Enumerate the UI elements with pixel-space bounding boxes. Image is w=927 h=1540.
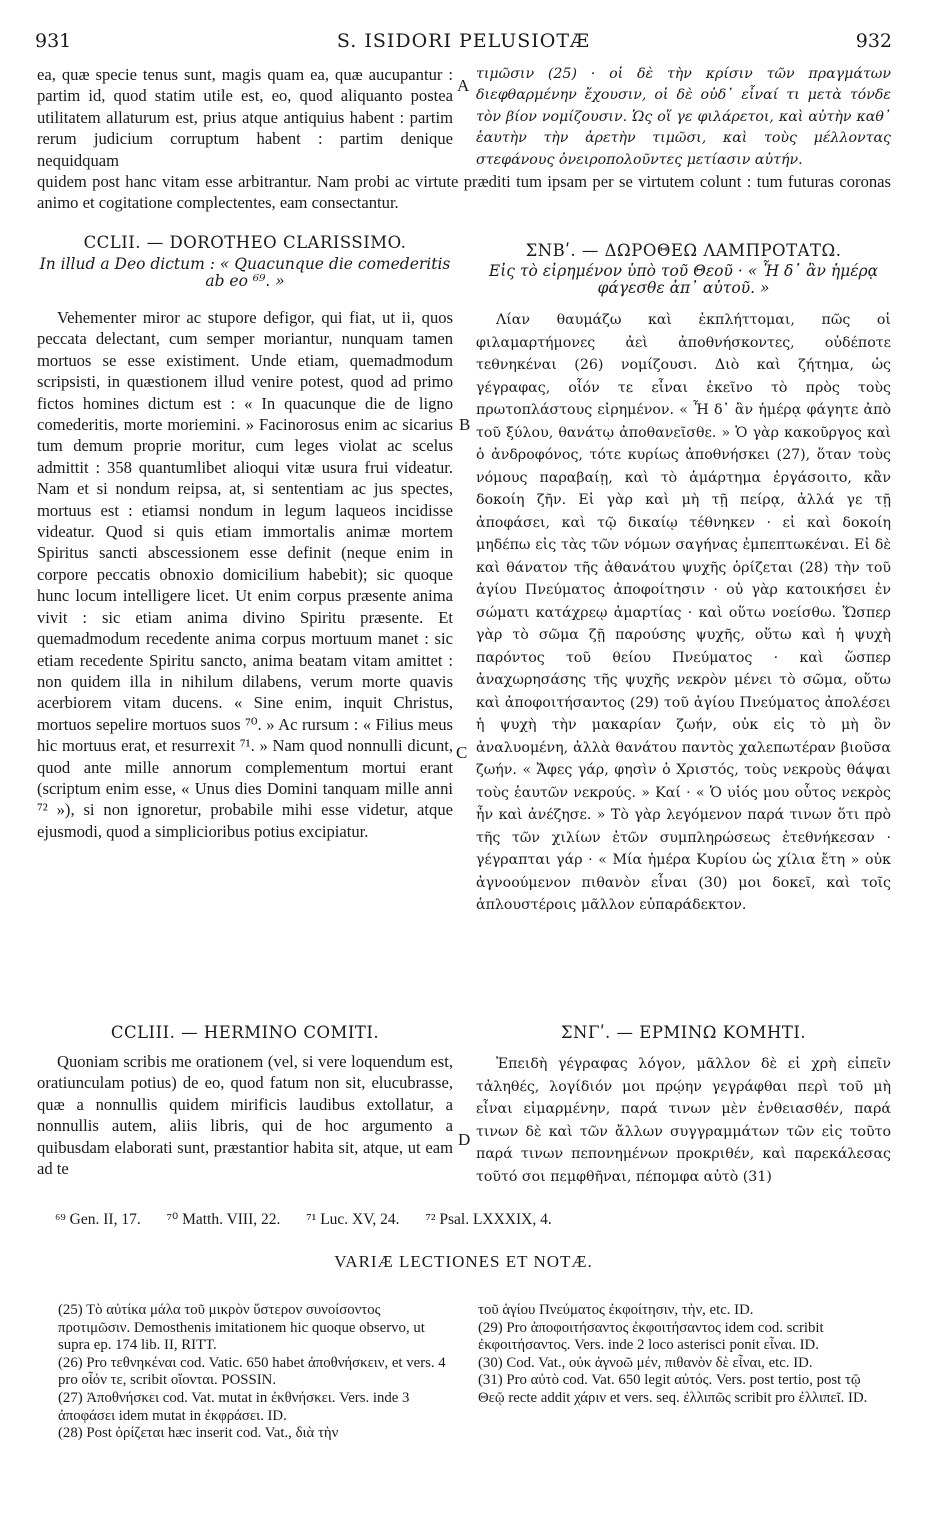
margin-marker-d: D [458, 1130, 471, 1149]
margin-marker-b: B [459, 415, 471, 434]
page-number-right: 932 [855, 30, 892, 52]
reference-70: ⁷⁰ Matth. VIII, 22. [166, 1211, 281, 1228]
notes-title: VARIÆ LECTIONES ET NOTÆ. [334, 1252, 593, 1271]
top-latin-text: ea, quæ specie tenus sunt, magis quam ea, quæ aucupantur : partim id, quod statim utile est, eo, quod aliquanto postea utilitatem allaturum est, prius atque antiquius habent : partim rerum judicium corruptum habent : partim denique nequidquam [37, 65, 453, 170]
epistle-253-greek-body: Ἐπειδὴ γέγραφας λόγον, μᾶλλον δὲ εἰ χρὴ εἰπεῖν τἀληθές, λογίδιόν μοι πρῴην γεγράφθαι περὶ τοῦ μὴ εἶναι εἱμαρμένην, παρά τινων μὲν ἐνθειασθέν, παρά τινων δὲ καὶ τῶν ἄλλων συγγραμμάτων τῶν εἰς τοῦτο παρά τινων πεπονημένων προκριθέν, καὶ παρεκάλεσας τοῦτό σοι πεμφθῆναι, πέπομφα αὐτὸ (31) [476, 1056, 891, 1185]
note-27: (27) Ἀποθνήσκει cod. Vat. mutat in ἐκθνήσκει. Vers. inde 3 ἀποφάσει idem mutat in ἐκφράσει. ID. [58, 1389, 410, 1424]
margin-marker-c: C [456, 743, 468, 762]
top-greek-text: τιμῶσιν (25) · οἱ δὲ τὴν κρίσιν τῶν πραγμάτων διεφθαρμένην ἔχουσιν, οἱ δὲ οὐδ᾽ εἶναί τι μετὰ τόνδε τὸν βίον νομίζουσιν. Ὡς οἵ γε φιλάρετοι, καὶ αὐτὴν καθ᾽ ἑαυτὴν τὴν ἀρετὴν τιμῶσι, καὶ τοὺς μέλλοντας στεφάνους ὀνειροπολοῦντες μετίασιν αὐτήν. [476, 66, 891, 168]
epistle-252-latin-subtitle: In illud a Deo dictum : « Quacunque die comederitis ab eo ⁶⁹. » [39, 255, 451, 290]
reference-69: ⁶⁹ Gen. II, 17. [55, 1211, 141, 1228]
margin-marker-a: A [457, 76, 470, 95]
epistle-252-latin-heading: CCLII. — DOROTHEO CLARISSIMO. [83, 233, 407, 252]
note-26: (26) Pro τεθνηκέναι cod. Vatic. 650 habet ἀποθνήσκειν, et vers. 4 pro οἷόν τε, scribit οἴονται. POSSIN. [58, 1354, 446, 1389]
note-30: (30) Cod. Vat., οὐκ ἀγνοῶ μέν, πιθανὸν δὲ εἶναι, etc. ID. [478, 1354, 813, 1371]
running-title: S. ISIDORI PELUSIOTÆ [336, 30, 591, 52]
epistle-252-greek-subtitle: Εἰς τὸ εἰρημένον ὑπὸ τοῦ Θεοῦ · « Ἧ δ᾽ ἂν ἡμέρᾳ φάγεσθε ἀπ᾽ αὐτοῦ. » [488, 262, 879, 297]
note-28: (28) Post ὁρίζεται hæc inserit cod. Vat., διὰ τὴν [58, 1425, 339, 1442]
notes-left-column [58, 1302, 450, 1443]
epistle-252-latin-body: Vehementer miror ac stupore defigor, qui fiat, ut ii, quos peccata delectant, cum semper moriantur, nunquam tamen mortuos se esse existiment. Unde etiam, quemadmodum scripsisti, in quæstionem illud venire potest, quod ad primo fictos homines dictum est : « In quacunque die de ligno comederitis, morte moriemini. » Facinorosus enim ac sicarius tum demum proprie moritur, cum leges violat ac scelus admittit : 358 quantumlibet alioqui vitæ usura frui videatur. Nam et si nondum reipsa, at, si sententiam ac jus spectes, mortuus est : etiamsi nondum in legum laqueos incidisse videatur. Quod si quis etiam immortalis animæ mortem Spiritus sancti abscessionem esse definit (neque enim in corpore peccatis obnoxio domicilium habebit); sic quoque hunc locum intelligere licet. Ut enim corpus præsente anima vivit : sic etiam anima divino Spiritu præsente. Et quemadmodum recedente anima corpus mortuum manet : sic etiam recedente Spiritu sancto, anima beatam vitam amittet : non quidem illa in nihilum dilabens, verum morte quavis acerbiorem vitam ducens. « Sine enim, inquit Christus, mortuos sepelire mortuos suos ⁷⁰. » Ac rursum : « Filius meus hic mortuus erat, et resurrexit ⁷¹. » Nam quod nonnulli dicunt, quod ante mille annorum complementum mortui erant (scriptum enim esse, « Unus dies Domini tanquam mille anni ⁷² »), si non ignoretur, probabile mihi esse videtur, atque ejusmodi, quod a simplicioribus potius excipiatur. [37, 308, 453, 841]
reference-71: ⁷¹ Luc. XV, 24. [306, 1211, 400, 1228]
notes-right-column [478, 1302, 878, 1408]
epistle-252-greek-body: Λίαν θαυμάζω καὶ ἐκπλήττομαι, πῶς οἱ φιλαμαρτήμονες ἀεὶ ἀποθνήσκοντες, οὐδέποτε τεθνηκέναι (26) νομίζουσι. Διὸ καὶ ζήτημα, ὡς γέγραφας, οἷόν τε εἶναι ἐκεῖνο τὸ πρὸς τοὺς πρωτοπλάστους εἰρημένον. « Ἧ δ᾽ ἂν ἡμέρᾳ φάγητε ἀπὸ τοῦ ξύλου, θανάτῳ ἀποθανεῖσθε. » Ὁ γὰρ κακοῦργος καὶ ὁ ἀνδροφόνος, τότε κυρίως ἀποθνήσκει (27), ὅταν τοὺς νόμους παραβαίῃ, καὶ τὸ ἁμάρτημα ἐργάσοιτο, κἂν δοκοίη ζῆν. Εἰ γὰρ καὶ μὴ τῇ πείρᾳ, ἀλλά γε τῇ ἀποφάσει, καὶ τῷ δικαίῳ τέθνηκεν · εἰ καὶ δοκοίη μηδέπω εἰς τὰς τῶν νόμων σαγήνας ἐμπεπτωκέναι. Εἰ δὲ καὶ θάνατον τῆς ἀθανάτου ψυχῆς ὁρίζεται (28) τὴν τοῦ ἁγίου Πνεύματος ἀποφοίτησιν · οὐ γὰρ κατοικήσει ἐν σώματι κατάχρεῳ ἁμαρτίας · καὶ οὕτω νοείσθω. Ὥσπερ γὰρ τὸ σῶμα ζῇ παρούσης ψυχῆς, οὕτω καὶ ἡ ψυχὴ παρόντος τοῦ θείου Πνεύματος · καὶ ὥσπερ ἀναχωρησάσης τῆς ψυχῆς νεκρὸν μένει τὸ σῶμα, οὕτω καὶ ἀποφοιτήσαντος (29) τοῦ ἁγίου Πνεύματος ἀπολέσει ἡ ψυχὴ τὴν μακαρίαν ζωήν, οὐκ εἰς τὸ μὴ ὂν ἀναλυομένη, ἀλλὰ θανάτου παντὸς χαλεπωτέραν βιοῦσα ζωήν. « Ἄφες γάρ, φησὶν ὁ Χριστός, τοὺς νεκροὺς θάψαι τοὺς ἑαυτῶν νεκρούς. » Καί · « Ὁ υἱός μου οὗτος νεκρὸς ἦν καὶ ἀνέζησε. » Τὸ γὰρ λεγόμενον παρά τινων ὅτι πρὸ τῆς τῶν χιλίων ἐτῶν συμπληρώσεως ἐτεθνήκεσαν · γέγραπται γάρ · « Μία ἡμέρα Κυρίου ὡς χίλια ἔτη » οὐκ ἀγνοούμενον πιθανὸν εἶναι (30) μοι δοκεῖ, καὶ τοῖς ἁπλουστέροις μᾶλλον εὐπαράδεκτον. [476, 312, 891, 913]
epistle-252-greek-heading: ΣΝΒʹ. — ΔΩΡΟΘΕΩ ΛΑΜΠΡΟΤΑΤΩ. [525, 241, 842, 260]
note-29: (29) Pro ἀποφοιτήσαντος ἐκφοιτήσαντος idem cod. scribit ἐκφοιτήσαντος. Vers. inde 2 loco asterisci ponit εἶναι. ID. [478, 1319, 824, 1354]
note-28-continued: τοῦ ἁγίου Πνεύματος ἐκφοίτησιν, τὴν, etc. ID. [478, 1302, 754, 1318]
scripture-references [55, 1210, 574, 1229]
note-31: (31) Pro αὐτὸ cod. Vat. 650 legit αὐτός. Vers. post tertio, post τῷ Θεῷ recte addit χάριν et vers. seq. ἐλλιπῶς scribit pro ἐλλιπεῖ. ID. [478, 1372, 868, 1406]
epistle-253-latin-heading: CCLIII. — HERMINO COMITI. [110, 1023, 380, 1042]
note-25: (25) Τὸ αὐτίκα μάλα τοῦ μικρὸν ὕστερον συνοίσοντος προτιμῶσιν. Demosthenis imitationem hic quoque observo, ut supra ep. 174 lib. II, RITT. [58, 1302, 425, 1354]
epistle-253-latin-body: Quoniam scribis me orationem (vel, si vere loquendum est, oratiunculam potius) de eo, quod fatum non sit, elucubrasse, quæ a nonnullis quidem mirificis laudibus extollatur, a nonnullis autem, aliis libris, qui de hoc argumento a quibusdam elaborati sunt, præstantior habita sit, atque, ut eam ad te [37, 1052, 453, 1179]
running-header [35, 30, 892, 56]
epistle-253-greek-heading: ΣΝΓʹ. — ΕΡΜΙΝΩ ΚΟΜΗΤΙ. [560, 1023, 807, 1042]
top-latin-continuation: quidem post hanc vitam esse arbitrantur. Nam probi ac virtute præditi tum ipsam per se virtutem colunt : tum futuras coronas animo et cogitatione complectentes, eam consectantur. [37, 172, 891, 213]
page-number-left: 931 [35, 30, 72, 52]
reference-72: ⁷² Psal. LXXXIX, 4. [425, 1211, 552, 1228]
